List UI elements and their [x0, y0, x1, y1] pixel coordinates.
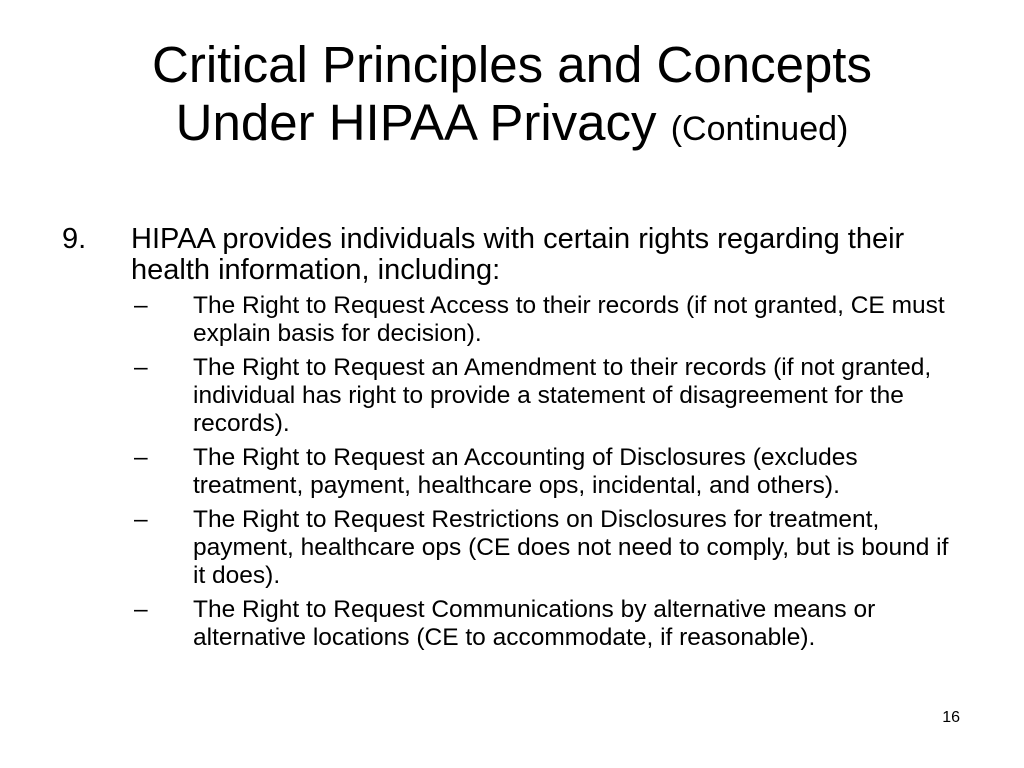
title-line-1: Critical Principles and Concepts	[152, 36, 872, 93]
list-item-text: The Right to Request an Accounting of Disclosures (excludes treatment, payment, healthcare ops, incidental, and others).	[193, 444, 858, 499]
list-item-text: The Right to Request Access to their records (if not granted, CE must explain basis for decision).	[193, 292, 945, 347]
list-item	[62, 596, 962, 652]
list-item	[62, 354, 962, 438]
dash-marker: –	[134, 354, 148, 381]
dash-marker: –	[134, 506, 148, 533]
page-number: 16	[942, 709, 960, 726]
dash-marker: –	[134, 596, 148, 623]
point-number: 9.	[62, 223, 87, 255]
list-item-text: The Right to Request Restrictions on Disclosures for treatment, payment, healthcare ops (CE does not need to comply, but is bound if it does).	[193, 506, 949, 589]
list-item	[62, 292, 962, 348]
slide-content	[62, 224, 962, 658]
dash-marker: –	[134, 292, 148, 319]
list-item-text: The Right to Request an Amendment to their records (if not granted, individual has right to provide a statement of disagreement for the records).	[193, 354, 932, 437]
slide-title	[40, 36, 984, 158]
rights-list	[62, 292, 962, 652]
numbered-point	[62, 224, 962, 286]
title-continued: (Continued)	[670, 110, 849, 148]
list-item	[62, 506, 962, 590]
point-text: HIPAA provides individuals with certain rights regarding their health information, including:	[131, 223, 905, 286]
title-line-2	[40, 94, 984, 158]
title-line-2-text: Under HIPAA Privacy	[175, 94, 657, 151]
list-item	[62, 444, 962, 500]
dash-marker: –	[134, 444, 148, 471]
list-item-text: The Right to Request Communications by alternative means or alternative locations (CE to accommodate, if reasonable).	[193, 596, 876, 651]
